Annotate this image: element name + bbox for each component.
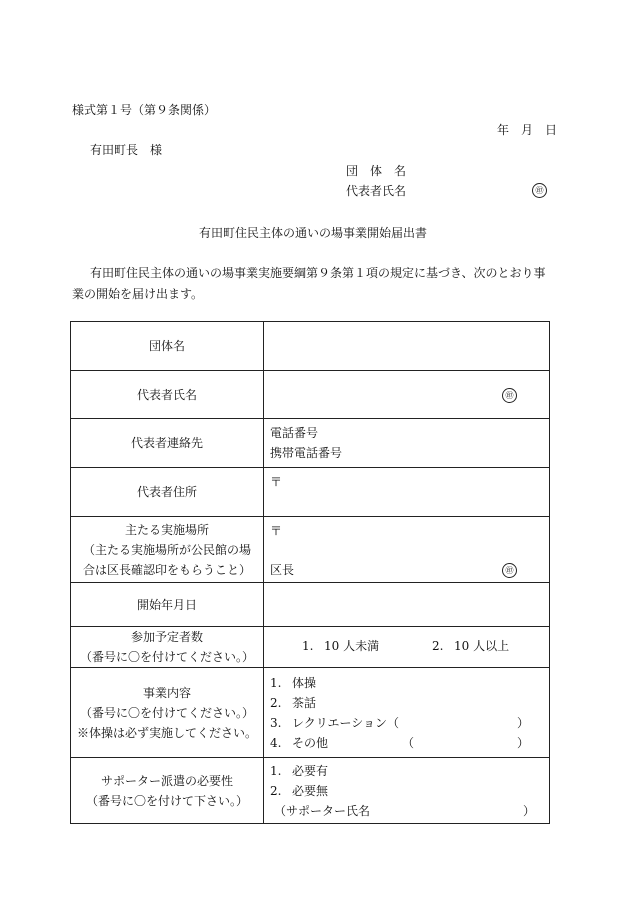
content-cell — [71, 668, 264, 758]
postal-mark: 〒 — [270, 475, 283, 489]
option-text: 10 人未満 — [324, 639, 380, 653]
supporter-value[interactable] — [264, 758, 550, 824]
participants-option-2[interactable] — [432, 637, 509, 654]
document-title: 有田町住民主体の通いの場事業開始届出書 — [199, 226, 428, 240]
content-item-1[interactable] — [270, 673, 549, 693]
application-form-table — [70, 321, 550, 824]
close-paren: ） — [516, 735, 529, 750]
item-text: 体操 — [292, 675, 317, 690]
option-number: 1. — [302, 639, 314, 653]
venue-postal-mark: 〒 — [270, 524, 283, 538]
row-org-name — [71, 322, 550, 371]
row-contact — [71, 419, 550, 468]
venue-cell — [71, 517, 264, 583]
participants-label-2: （番号に〇を付けてください。） — [79, 650, 254, 664]
supporter-cell — [71, 758, 264, 824]
supporter-name-label: （サポーター氏名 — [274, 803, 371, 818]
open-paren: （ — [402, 735, 415, 750]
content-label-1: 事業内容 — [142, 685, 191, 700]
body-line-1: 有田町住民主体の通いの場事業実施要綱第９条第１項の規定に基づき、次のとおり事 — [90, 266, 546, 280]
phone-label: 電話番号 — [270, 426, 319, 440]
seal-icon: ㊞ — [502, 388, 517, 403]
contact-cell: 代表者連絡先 — [71, 419, 264, 468]
item-number: 2. — [270, 783, 282, 798]
address-value[interactable] — [264, 468, 550, 517]
item-text: 必要有 — [292, 763, 329, 778]
participants-option-1[interactable] — [302, 637, 379, 654]
content-item-4[interactable] — [270, 733, 549, 753]
row-address — [71, 468, 550, 517]
supporter-item-2[interactable] — [270, 781, 549, 801]
start-date-cell: 開始年月日 — [71, 583, 264, 627]
rep-name-cell: 代表者氏名 — [71, 371, 264, 419]
content-item-2[interactable] — [270, 693, 549, 713]
participants-value[interactable] — [264, 627, 550, 668]
venue-label-3: 合は区長確認印をもらうこと） — [82, 562, 251, 577]
venue-label-1: 主たる実施場所 — [124, 522, 209, 537]
row-start-date — [71, 583, 550, 627]
item-text: 茶話 — [292, 695, 317, 710]
start-date-value[interactable] — [264, 583, 550, 627]
item-text: 必要無 — [292, 783, 329, 798]
contact-value[interactable] — [264, 419, 550, 468]
row-participants — [71, 627, 550, 668]
row-venue — [71, 517, 550, 583]
address-cell: 代表者住所 — [71, 468, 264, 517]
org-name-value[interactable] — [264, 322, 550, 371]
item-text: レクリエーション（ — [292, 715, 400, 730]
venue-value[interactable] — [264, 517, 550, 583]
option-text: 10 人以上 — [454, 639, 510, 653]
seal-icon: ㊞ — [532, 183, 547, 198]
date-field: 年 月 日 — [497, 123, 558, 137]
supporter-label-1: サポーター派遣の必要性 — [100, 773, 233, 788]
rep-name-value[interactable] — [264, 371, 550, 419]
content-item-3[interactable] — [270, 713, 549, 733]
content-label-2: （番号に〇を付けてください。） — [79, 705, 254, 720]
venue-label-2: （主たる実施場所が公民館の場 — [82, 542, 251, 557]
addressee: 有田町長 様 — [90, 143, 163, 157]
org-name-cell: 団体名 — [71, 322, 264, 371]
row-rep-name — [71, 371, 550, 419]
supporter-item-1[interactable] — [270, 761, 549, 781]
org-name-label: 団 体 名 — [346, 164, 407, 178]
item-number: 1. — [270, 675, 282, 690]
chief-label: 区長 — [270, 563, 295, 577]
participants-cell — [71, 627, 264, 668]
seal-icon: ㊞ — [502, 563, 517, 578]
supporter-label-2: （番号に〇を付けて下さい。） — [85, 793, 248, 808]
form-number: 様式第１号（第９条関係） — [72, 103, 217, 117]
body-line-2: 業の開始を届け出ます。 — [72, 287, 204, 301]
row-supporter — [71, 758, 550, 824]
participants-label-1: 参加予定者数 — [130, 630, 203, 644]
item-number: 1. — [270, 763, 282, 778]
item-text: その他 — [292, 735, 329, 750]
mobile-label: 携帯電話番号 — [270, 446, 343, 460]
content-value[interactable] — [264, 668, 550, 758]
option-number: 2. — [432, 639, 444, 653]
content-label-3: ※体操は必ず実施してください。 — [76, 725, 257, 740]
item-number: 2. — [270, 695, 282, 710]
close-paren: ） — [516, 715, 529, 730]
row-content — [71, 668, 550, 758]
item-number: 4. — [270, 735, 282, 750]
supporter-name-line[interactable] — [270, 801, 549, 821]
item-number: 3. — [270, 715, 282, 730]
representative-label: 代表者氏名 — [346, 184, 407, 198]
close-paren: ） — [522, 803, 535, 818]
